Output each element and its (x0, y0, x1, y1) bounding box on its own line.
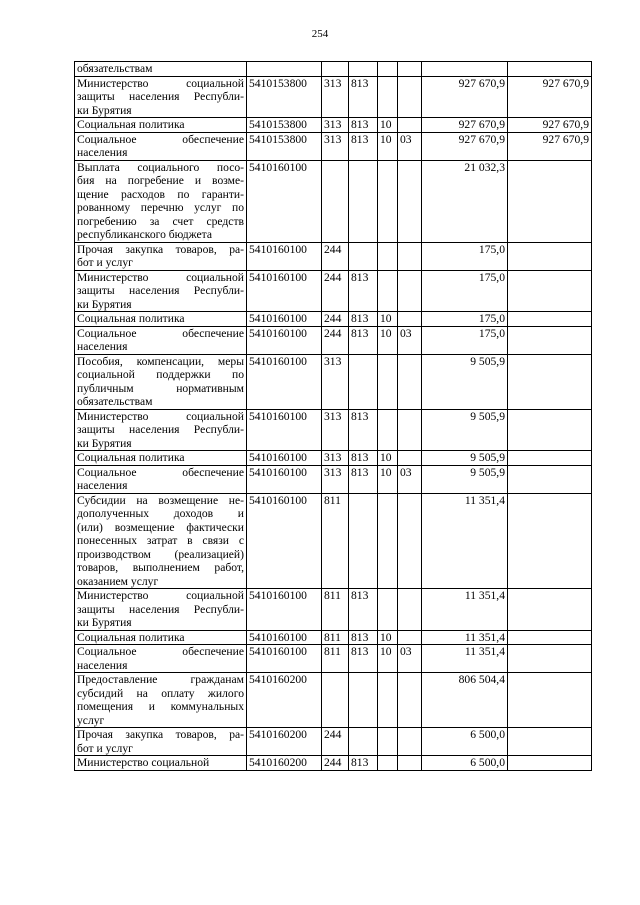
amount-cell (422, 62, 508, 77)
section-code-cell (378, 76, 398, 118)
item-name-line: населения (77, 658, 128, 672)
item-name-line: Социальная политика (77, 630, 185, 644)
section-code-cell (378, 756, 398, 771)
item-name-cell (75, 493, 247, 589)
subsection-code-cell: 03 (398, 645, 422, 673)
expense-type-cell: 313 (322, 354, 349, 409)
amount-secondary-cell (508, 673, 592, 728)
subsection-code-cell (398, 630, 422, 645)
target-article-code-cell (247, 62, 322, 77)
item-name-cell (75, 270, 247, 312)
subsection-code-cell (398, 62, 422, 77)
ministry-code-cell (349, 160, 378, 242)
item-name-line: Министерство социальной (77, 409, 244, 423)
target-article-code-cell: 5410160100 (247, 312, 322, 327)
section-code-cell (378, 160, 398, 242)
amount-secondary-cell (508, 451, 592, 466)
amount-cell: 175,0 (422, 242, 508, 270)
subsection-code-cell (398, 242, 422, 270)
ministry-code-cell: 813 (349, 270, 378, 312)
amount-secondary-cell (508, 645, 592, 673)
amount-cell: 6 500,0 (422, 728, 508, 756)
table-row (75, 409, 592, 451)
target-article-code-cell: 5410160200 (247, 673, 322, 728)
table-row (75, 354, 592, 409)
item-name-line: Социальная политика (77, 118, 185, 131)
target-article-code-cell: 5410160200 (247, 728, 322, 756)
item-name-cell (75, 312, 247, 327)
amount-secondary-cell (508, 312, 592, 327)
item-name-cell (75, 451, 247, 466)
ministry-code-cell: 813 (349, 589, 378, 631)
ministry-code-cell: 813 (349, 630, 378, 645)
budget-table-body (75, 62, 592, 771)
item-name-line: товаров, выполнением работ, (77, 561, 244, 574)
item-name-cell (75, 62, 247, 77)
ministry-code-cell: 813 (349, 76, 378, 118)
table-row (75, 451, 592, 466)
item-name-cell (75, 76, 247, 118)
ministry-code-cell (349, 673, 378, 728)
item-name-line: Министерство социальной (77, 76, 244, 90)
target-article-code-cell: 5410160100 (247, 589, 322, 631)
subsection-code-cell (398, 451, 422, 466)
amount-cell: 11 351,4 (422, 630, 508, 645)
item-name-line: защиты населения Республи- (77, 423, 244, 436)
subsection-code-cell: 03 (398, 132, 422, 160)
item-name-cell (75, 589, 247, 631)
section-code-cell: 10 (378, 645, 398, 673)
item-name-cell (75, 118, 247, 133)
expense-type-cell: 811 (322, 645, 349, 673)
table-row (75, 160, 592, 242)
item-name-line: ки Бурятия (77, 436, 132, 450)
target-article-code-cell: 5410160100 (247, 630, 322, 645)
amount-secondary-cell (508, 326, 592, 354)
ministry-code-cell: 813 (349, 465, 378, 493)
ministry-code-cell (349, 728, 378, 756)
target-article-code-cell: 5410160100 (247, 465, 322, 493)
amount-secondary-cell: 927 670,9 (508, 76, 592, 118)
item-name-line: защиты населения Республи- (77, 602, 244, 616)
subsection-code-cell: 03 (398, 326, 422, 354)
expense-type-cell: 244 (322, 728, 349, 756)
item-name-cell (75, 326, 247, 354)
ministry-code-cell (349, 493, 378, 589)
amount-cell: 927 670,9 (422, 132, 508, 160)
amount-secondary-cell (508, 354, 592, 409)
expense-type-cell (322, 673, 349, 728)
item-name-line: обязательствам (77, 395, 153, 408)
item-name-line: Социальное обеспечение (77, 132, 244, 146)
section-code-cell (378, 354, 398, 409)
item-name-line: защиты населения Республи- (77, 284, 244, 297)
expense-type-cell: 811 (322, 589, 349, 631)
table-row (75, 493, 592, 589)
amount-cell: 9 505,9 (422, 465, 508, 493)
item-name-line: ки Бурятия (77, 297, 132, 311)
table-row (75, 62, 592, 77)
item-name-line: Предоставление гражданам (77, 673, 244, 686)
amount-secondary-cell (508, 270, 592, 312)
expense-type-cell: 244 (322, 312, 349, 327)
subsection-code-cell (398, 118, 422, 133)
item-name-line: щение расходов по гаранти- (77, 187, 244, 201)
item-name-line: производством (реализацией) (77, 547, 244, 561)
subsection-code-cell (398, 493, 422, 589)
item-name-cell (75, 354, 247, 409)
ministry-code-cell: 813 (349, 451, 378, 466)
subsection-code-cell (398, 409, 422, 451)
amount-cell: 21 032,3 (422, 160, 508, 242)
section-code-cell: 10 (378, 465, 398, 493)
amount-secondary-cell (508, 465, 592, 493)
ministry-code-cell (349, 242, 378, 270)
item-name-line: ки Бурятия (77, 103, 132, 117)
item-name-cell (75, 673, 247, 728)
target-article-code-cell: 5410160200 (247, 756, 322, 771)
target-article-code-cell: 5410160100 (247, 451, 322, 466)
amount-cell: 9 505,9 (422, 354, 508, 409)
amount-secondary-cell (508, 589, 592, 631)
target-article-code-cell: 5410160100 (247, 242, 322, 270)
ministry-code-cell: 813 (349, 409, 378, 451)
amount-cell: 927 670,9 (422, 76, 508, 118)
amount-secondary-cell (508, 160, 592, 242)
item-name-line: рованному перечню услуг по (77, 201, 244, 214)
target-article-code-cell: 5410160100 (247, 270, 322, 312)
table-row (75, 118, 592, 133)
section-code-cell (378, 242, 398, 270)
item-name-line: Пособия, компенсации, меры (77, 354, 244, 368)
item-name-line: Прочая закупка товаров, ра- (77, 242, 244, 256)
table-row (75, 132, 592, 160)
target-article-code-cell: 5410160100 (247, 326, 322, 354)
section-code-cell (378, 409, 398, 451)
item-name-line: дополученных доходов и (77, 507, 244, 520)
section-code-cell (378, 62, 398, 77)
expense-type-cell: 313 (322, 132, 349, 160)
ministry-code-cell: 813 (349, 756, 378, 771)
item-name-cell (75, 409, 247, 451)
section-code-cell: 10 (378, 312, 398, 327)
item-name-line: Социальная политика (77, 312, 185, 325)
item-name-cell (75, 756, 247, 771)
item-name-line: Социальное обеспечение (77, 326, 244, 340)
target-article-code-cell: 5410160100 (247, 493, 322, 589)
section-code-cell (378, 270, 398, 312)
subsection-code-cell (398, 728, 422, 756)
section-code-cell (378, 493, 398, 589)
expense-type-cell: 313 (322, 451, 349, 466)
item-name-line: субсидий на оплату жилого (77, 686, 244, 700)
item-name-line: бот и услуг (77, 256, 133, 269)
page-number: 254 (311, 28, 329, 40)
target-article-code-cell: 5410160100 (247, 160, 322, 242)
table-row (75, 673, 592, 728)
target-article-code-cell: 5410153800 (247, 132, 322, 160)
table-row (75, 312, 592, 327)
budget-table (74, 61, 592, 771)
subsection-code-cell (398, 312, 422, 327)
expense-type-cell: 811 (322, 630, 349, 645)
table-row (75, 326, 592, 354)
item-name-line: бот и услуг (77, 741, 133, 755)
amount-secondary-cell (508, 756, 592, 771)
item-name-cell (75, 160, 247, 242)
amount-secondary-cell (508, 62, 592, 77)
ministry-code-cell (349, 62, 378, 77)
target-article-code-cell: 5410153800 (247, 118, 322, 133)
subsection-code-cell (398, 160, 422, 242)
amount-secondary-cell: 927 670,9 (508, 118, 592, 133)
subsection-code-cell (398, 76, 422, 118)
item-name-line: Министерство социальной (77, 589, 244, 602)
table-row (75, 589, 592, 631)
ministry-code-cell: 813 (349, 326, 378, 354)
item-name-cell (75, 465, 247, 493)
item-name-line: населения (77, 146, 128, 159)
target-article-code-cell: 5410153800 (247, 76, 322, 118)
item-name-line: Прочая закупка товаров, ра- (77, 728, 244, 741)
expense-type-cell: 811 (322, 493, 349, 589)
item-name-line: защиты населения Республи- (77, 90, 244, 103)
expense-type-cell: 244 (322, 326, 349, 354)
item-name-line: Министерство социальной (77, 756, 210, 769)
item-name-line: Выплата социального посо- (77, 160, 244, 174)
item-name-line: оказанием услуг (77, 574, 159, 588)
item-name-line: Субсидии на возмещение не- (77, 493, 244, 507)
expense-type-cell (322, 160, 349, 242)
item-name-line: помещения и коммунальных (77, 700, 244, 713)
subsection-code-cell (398, 673, 422, 728)
item-name-line: Социальная политика (77, 451, 185, 464)
target-article-code-cell: 5410160100 (247, 409, 322, 451)
item-name-line: публичным нормативным (77, 381, 244, 395)
expense-type-cell: 313 (322, 409, 349, 451)
item-name-line: услуг (77, 713, 105, 727)
amount-secondary-cell: 927 670,9 (508, 132, 592, 160)
item-name-line: ки Бурятия (77, 616, 132, 629)
subsection-code-cell (398, 589, 422, 631)
item-name-line: бия на погребение и возме- (77, 174, 244, 187)
item-name-line: социальной поддержки по (77, 368, 244, 381)
section-code-cell (378, 673, 398, 728)
item-name-line: (или) возмещение фактически (77, 520, 244, 534)
ministry-code-cell: 813 (349, 132, 378, 160)
amount-cell: 9 505,9 (422, 409, 508, 451)
ministry-code-cell (349, 354, 378, 409)
table-row (75, 242, 592, 270)
target-article-code-cell: 5410160100 (247, 354, 322, 409)
amount-cell: 175,0 (422, 270, 508, 312)
table-row (75, 76, 592, 118)
subsection-code-cell (398, 270, 422, 312)
table-row (75, 270, 592, 312)
amount-cell: 6 500,0 (422, 756, 508, 771)
item-name-cell (75, 728, 247, 756)
amount-cell: 175,0 (422, 312, 508, 327)
amount-cell: 11 351,4 (422, 645, 508, 673)
item-name-line: понесенных затрат в связи с (77, 534, 244, 547)
item-name-line: населения (77, 340, 128, 353)
expense-type-cell: 244 (322, 242, 349, 270)
amount-cell: 11 351,4 (422, 589, 508, 631)
ministry-code-cell: 813 (349, 312, 378, 327)
target-article-code-cell: 5410160100 (247, 645, 322, 673)
amount-cell: 9 505,9 (422, 451, 508, 466)
section-code-cell (378, 728, 398, 756)
table-row (75, 728, 592, 756)
expense-type-cell: 313 (322, 76, 349, 118)
item-name-line: Министерство социальной (77, 270, 244, 284)
amount-cell: 11 351,4 (422, 493, 508, 589)
ministry-code-cell: 813 (349, 118, 378, 133)
item-name-line: погребению за счет средств (77, 214, 244, 228)
item-name-cell (75, 132, 247, 160)
subsection-code-cell (398, 756, 422, 771)
section-code-cell: 10 (378, 630, 398, 645)
item-name-cell (75, 645, 247, 673)
amount-secondary-cell (508, 409, 592, 451)
table-row (75, 756, 592, 771)
subsection-code-cell: 03 (398, 465, 422, 493)
amount-secondary-cell (508, 728, 592, 756)
subsection-code-cell (398, 354, 422, 409)
amount-secondary-cell (508, 630, 592, 645)
amount-cell: 806 504,4 (422, 673, 508, 728)
amount-secondary-cell (508, 493, 592, 589)
amount-secondary-cell (508, 242, 592, 270)
item-name-line: населения (77, 479, 128, 492)
item-name-line: Социальное обеспечение (77, 645, 244, 658)
table-row (75, 465, 592, 493)
expense-type-cell: 313 (322, 465, 349, 493)
ministry-code-cell: 813 (349, 645, 378, 673)
item-name-line: Социальное обеспечение (77, 465, 244, 479)
expense-type-cell: 313 (322, 118, 349, 133)
amount-cell: 175,0 (422, 326, 508, 354)
section-code-cell: 10 (378, 326, 398, 354)
expense-type-cell: 244 (322, 756, 349, 771)
section-code-cell: 10 (378, 132, 398, 160)
table-row (75, 645, 592, 673)
section-code-cell (378, 589, 398, 631)
item-name-cell (75, 242, 247, 270)
section-code-cell: 10 (378, 451, 398, 466)
table-row (75, 630, 592, 645)
expense-type-cell (322, 62, 349, 77)
section-code-cell: 10 (378, 118, 398, 133)
item-name-line: обязательствам (77, 62, 153, 75)
amount-cell: 927 670,9 (422, 118, 508, 133)
item-name-cell (75, 630, 247, 645)
expense-type-cell: 244 (322, 270, 349, 312)
item-name-line: республиканского бюджета (77, 228, 213, 241)
